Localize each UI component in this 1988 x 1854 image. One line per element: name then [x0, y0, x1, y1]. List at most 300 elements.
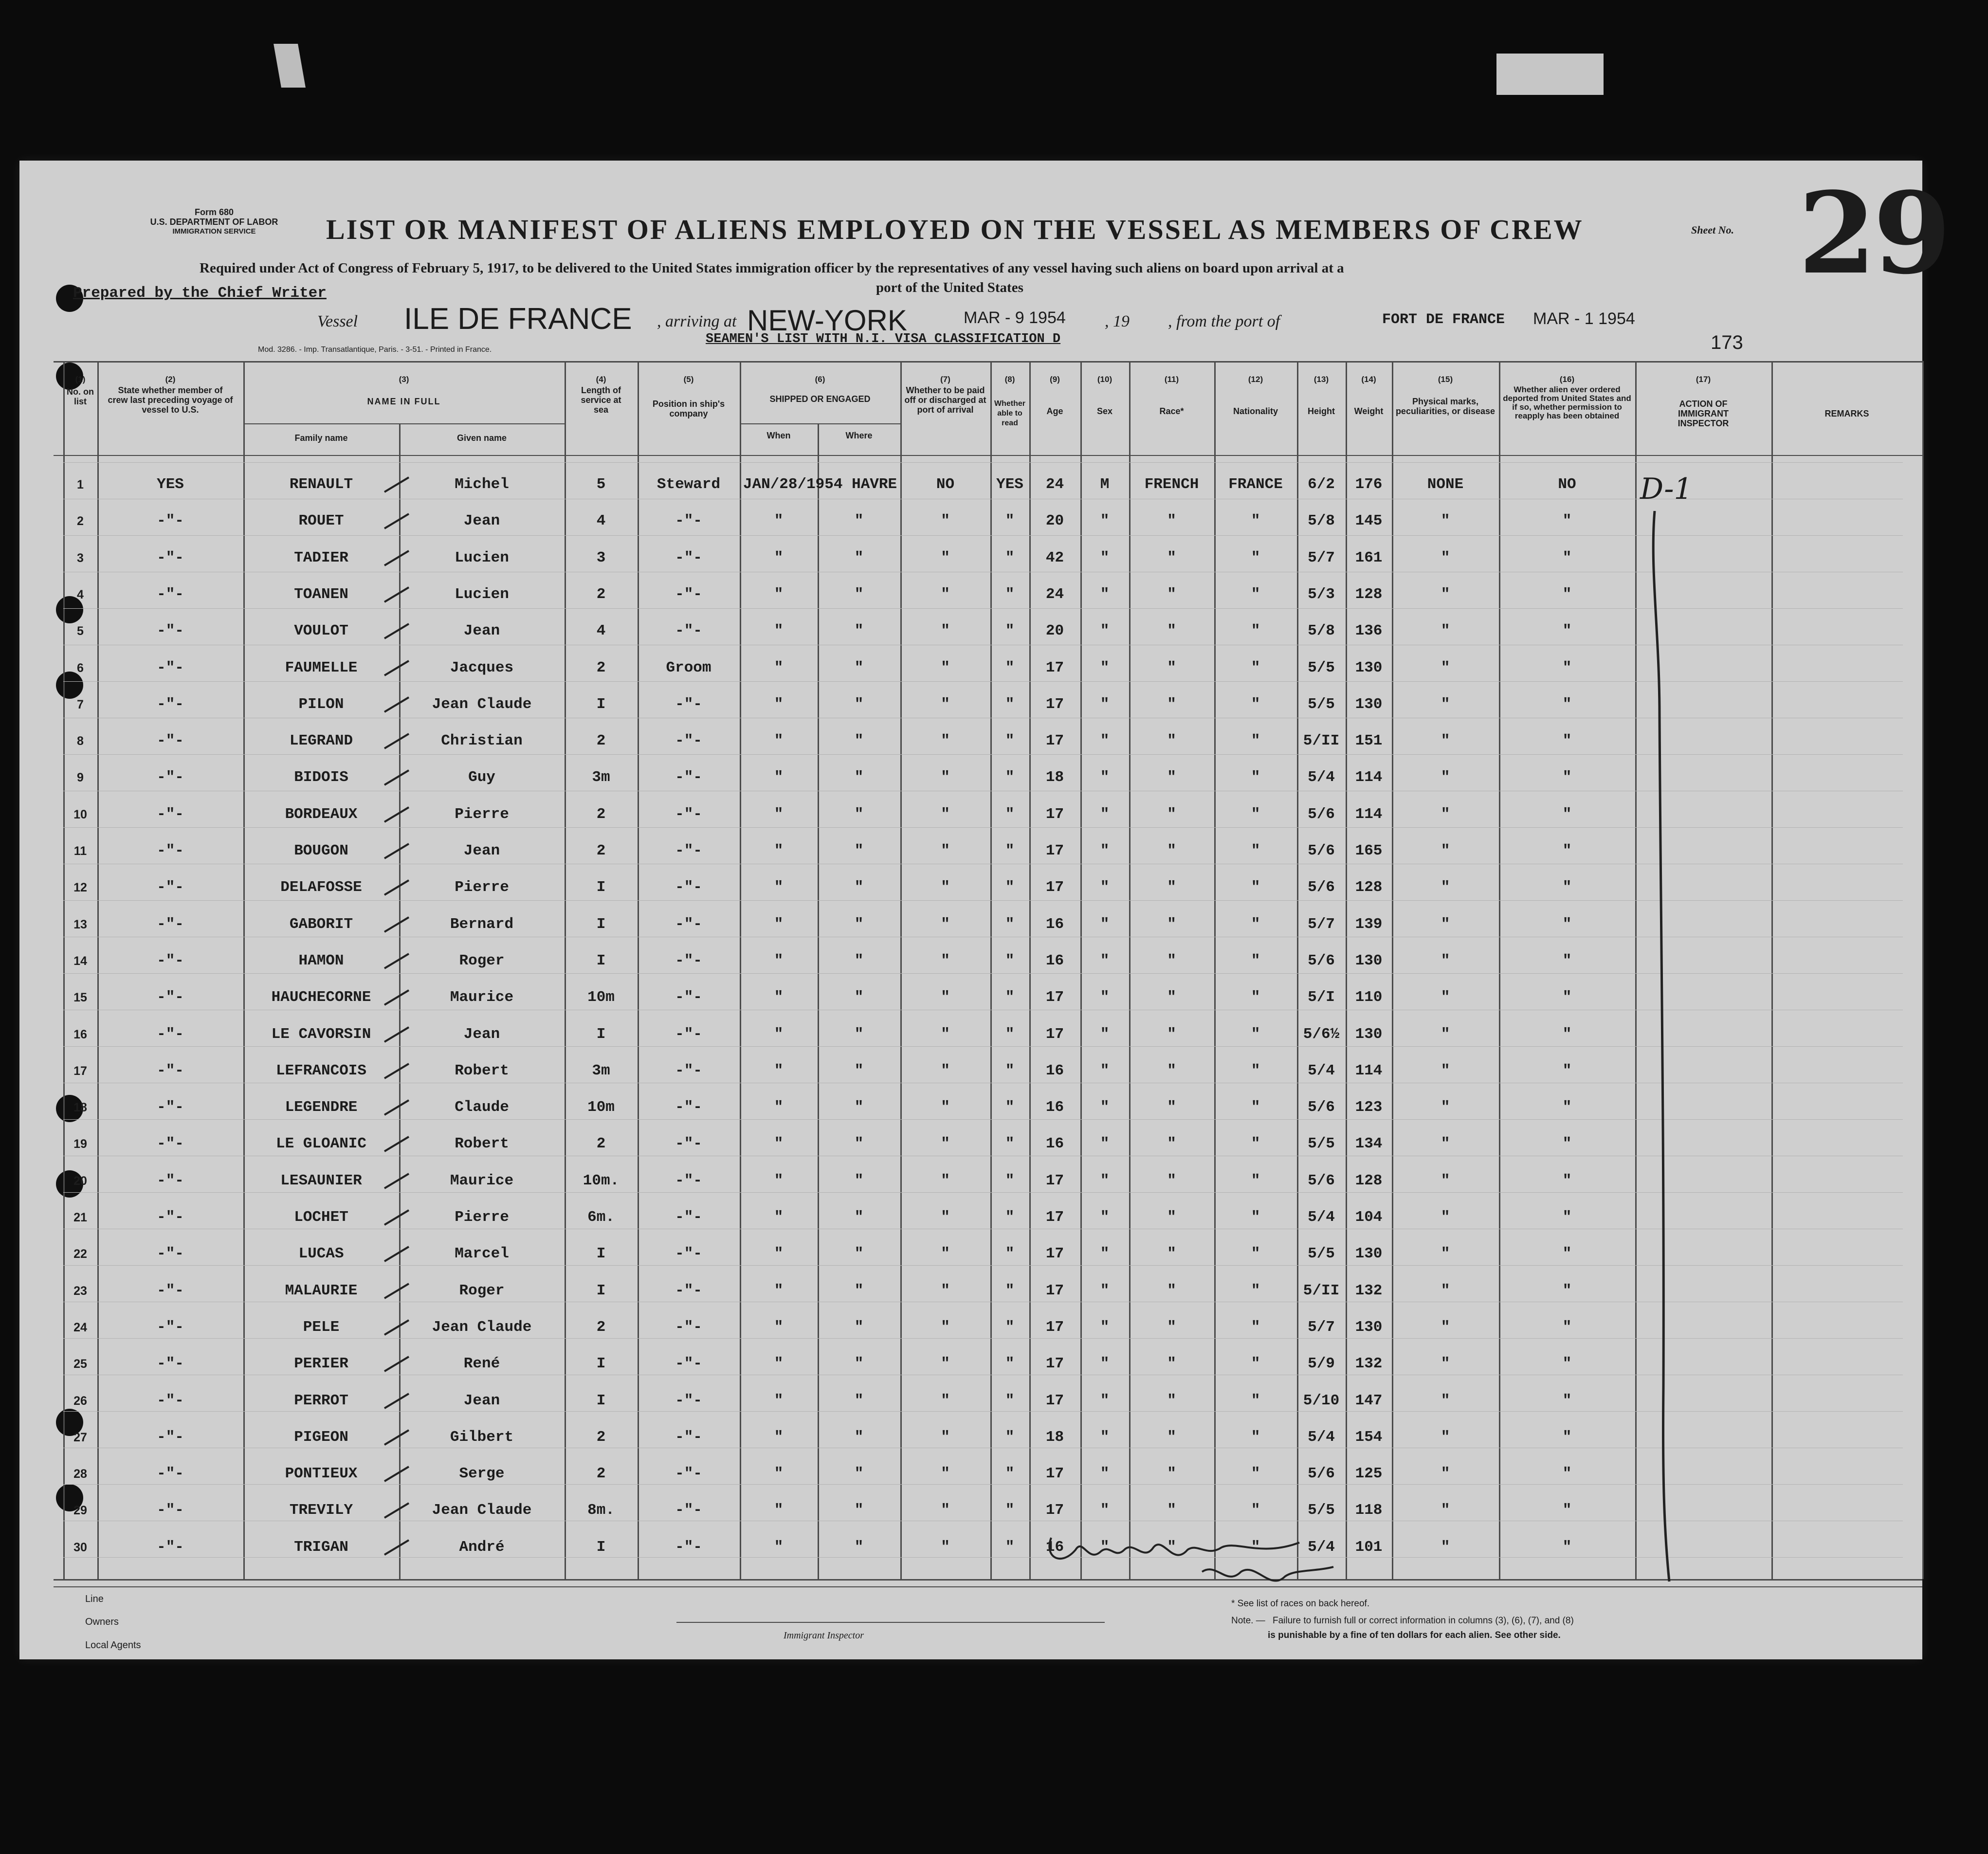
cell-marks: " — [1441, 1392, 1450, 1409]
cell-service: 4 — [596, 512, 606, 530]
row-rule — [63, 1046, 1903, 1047]
cell-given: Guy — [468, 769, 495, 786]
cell-sex: " — [1100, 1538, 1110, 1556]
cell-paid: " — [941, 695, 950, 713]
cell-nat: " — [1251, 549, 1260, 566]
cell-nat: " — [1251, 1465, 1260, 1483]
cell-sex: " — [1100, 1318, 1110, 1336]
row-rule — [63, 535, 1903, 536]
col12-num: (12) — [1248, 375, 1263, 384]
cell-age: 17 — [1045, 1502, 1064, 1519]
cell-weight: 130 — [1355, 952, 1383, 969]
cell-when: " — [774, 842, 784, 859]
table-top-rule — [54, 361, 1922, 363]
cell-n: 19 — [73, 1137, 87, 1151]
cell-marks: " — [1441, 769, 1450, 786]
cell-marks: " — [1441, 732, 1450, 750]
list-number: 173 — [1711, 332, 1743, 353]
cell-prev: -"- — [157, 549, 184, 566]
col8-label: Whether able to read — [994, 400, 1025, 427]
cell-service: 4 — [596, 622, 606, 640]
cell-n: 21 — [73, 1211, 87, 1224]
cell-paid: " — [941, 1135, 950, 1153]
cell-family: LE GLOANIC — [275, 1135, 367, 1153]
footer-line-label: Line — [85, 1594, 104, 1604]
cell-nat: " — [1251, 1538, 1260, 1556]
cell-paid: " — [941, 1062, 950, 1079]
cell-where: " — [854, 695, 864, 713]
cell-marks: " — [1441, 1025, 1450, 1043]
cell-race: " — [1167, 1465, 1176, 1483]
cell-deported: " — [1562, 915, 1572, 933]
cell-family: PERIER — [294, 1355, 348, 1373]
cell-height: 5/6 — [1308, 879, 1335, 896]
cell-paid: " — [941, 1025, 950, 1043]
cell-read: " — [1005, 1318, 1015, 1336]
cell-n: 27 — [73, 1430, 87, 1444]
cell-height: 5/5 — [1308, 1502, 1335, 1519]
cell-position: -"- — [675, 1465, 702, 1483]
cell-deported: " — [1562, 1355, 1572, 1373]
cell-deported: " — [1562, 769, 1572, 786]
col14-label: Weight — [1354, 406, 1384, 416]
cell-weight: 136 — [1355, 622, 1383, 640]
cell-prev: -"- — [157, 512, 184, 530]
cell-sex: " — [1100, 659, 1110, 676]
cell-read: " — [1005, 1392, 1015, 1409]
col2-label: State whether member of crew last preceding voyage of vessel to U.S. — [108, 385, 233, 415]
row-rule — [63, 900, 1903, 901]
cell-age: 17 — [1045, 1209, 1064, 1226]
cell-age: 18 — [1045, 769, 1064, 786]
row-rule — [63, 754, 1903, 755]
cell-n: 8 — [77, 734, 84, 748]
cell-prev: -"- — [157, 1025, 184, 1043]
cell-nat: " — [1251, 915, 1260, 933]
cell-marks: " — [1441, 512, 1450, 530]
cell-where: " — [854, 1025, 864, 1043]
cell-prev: -"- — [157, 805, 184, 823]
cell-when: " — [774, 1282, 784, 1299]
cell-service: I — [596, 1282, 606, 1299]
cell-nat: " — [1251, 732, 1260, 750]
row-rule — [63, 1119, 1903, 1120]
cell-nat: " — [1251, 769, 1260, 786]
cell-paid: " — [941, 989, 950, 1006]
cell-sex: " — [1100, 1465, 1110, 1483]
check-mark-icon — [382, 988, 411, 1007]
check-mark-icon — [382, 841, 411, 861]
cell-sex: " — [1100, 549, 1110, 566]
check-mark-icon — [382, 1318, 411, 1337]
cell-service: 3m — [592, 769, 610, 786]
cell-age: 17 — [1045, 1172, 1064, 1189]
cell-when: " — [774, 915, 784, 933]
check-mark-icon — [382, 915, 411, 934]
manifest-sheet — [19, 161, 1949, 1659]
cell-race: " — [1167, 695, 1176, 713]
cell-height: 5/6 — [1308, 952, 1335, 969]
cell-position: -"- — [675, 585, 702, 603]
cell-service: 8m. — [587, 1502, 615, 1519]
cell-n: 12 — [73, 881, 87, 895]
cell-when: " — [774, 732, 784, 750]
cell-weight: 139 — [1355, 915, 1383, 933]
inspector-bracket-line — [1645, 511, 1674, 1591]
cell-where: " — [854, 1062, 864, 1079]
check-mark-icon — [382, 805, 411, 824]
cell-sex: " — [1100, 622, 1110, 640]
cell-service: I — [596, 879, 606, 896]
cell-read: " — [1005, 1428, 1015, 1446]
cell-sex: " — [1100, 769, 1110, 786]
cell-nat: " — [1251, 952, 1260, 969]
col6-label: SHIPPED OR ENGAGED — [769, 394, 871, 404]
row-rule — [63, 608, 1903, 609]
cell-age: 17 — [1045, 805, 1064, 823]
check-mark-icon — [382, 621, 411, 641]
cell-deported: " — [1562, 1428, 1572, 1446]
cell-height: 5/6 — [1308, 805, 1335, 823]
cell-paid: " — [941, 1172, 950, 1189]
row-rule — [63, 973, 1903, 974]
cell-when: " — [774, 1538, 784, 1556]
cell-when: " — [774, 769, 784, 786]
cell-family: LEGENDRE — [285, 1099, 358, 1116]
cell-family: BOUGON — [294, 842, 348, 859]
footer-note-label: Note. — — [1231, 1616, 1265, 1626]
cell-read: " — [1005, 1355, 1015, 1373]
cell-marks: " — [1441, 1062, 1450, 1079]
cell-paid: " — [941, 549, 950, 566]
cell-deported: " — [1562, 1172, 1572, 1189]
cell-height: 5/7 — [1308, 915, 1335, 933]
cell-height: 5/5 — [1308, 1135, 1335, 1153]
cell-race: " — [1167, 1318, 1176, 1336]
cell-weight: 125 — [1355, 1465, 1383, 1483]
footer-races-note: * See list of races on back hereof. — [1231, 1599, 1370, 1609]
cell-deported: " — [1562, 1538, 1572, 1556]
cell-service: 2 — [596, 1428, 606, 1446]
cell-race: " — [1167, 1025, 1176, 1043]
cell-read: " — [1005, 1209, 1015, 1226]
cell-family: RENAULT — [289, 476, 353, 493]
cell-marks: " — [1441, 915, 1450, 933]
cell-sex: " — [1100, 1025, 1110, 1043]
cell-deported: " — [1562, 1282, 1572, 1299]
cell-race: " — [1167, 842, 1176, 859]
col1-num: (1) — [75, 375, 86, 384]
cell-sex: " — [1100, 805, 1110, 823]
cell-age: 20 — [1045, 512, 1064, 530]
row-rule — [63, 827, 1903, 828]
cell-age: 17 — [1045, 1025, 1064, 1043]
cell-paid: " — [941, 1318, 950, 1336]
cell-prev: -"- — [157, 842, 184, 859]
cell-weight: 128 — [1355, 585, 1383, 603]
cell-age: 17 — [1045, 1245, 1064, 1263]
cell-height: 5/6 — [1308, 842, 1335, 859]
cell-sex: " — [1100, 1172, 1110, 1189]
cell-age: 17 — [1045, 1318, 1064, 1336]
cell-service: 5 — [596, 476, 606, 493]
cell-height: 5/6 — [1308, 1172, 1335, 1189]
cell-weight: 128 — [1355, 879, 1383, 896]
cell-height: 5/6 — [1308, 1465, 1335, 1483]
cell-where: " — [854, 1318, 864, 1336]
cell-age: 16 — [1045, 1099, 1064, 1116]
cell-where: " — [854, 1465, 864, 1483]
cell-where: " — [854, 512, 864, 530]
row-rule — [63, 1192, 1903, 1193]
cell-when: " — [774, 585, 784, 603]
cell-race: " — [1167, 1538, 1176, 1556]
cell-n: 3 — [77, 551, 84, 565]
cell-given: Pierre — [455, 805, 509, 823]
cell-height: 5/8 — [1308, 622, 1335, 640]
cell-when: " — [774, 659, 784, 676]
cell-given: Jean Claude — [432, 695, 532, 713]
cell-read: " — [1005, 1245, 1015, 1263]
cell-age: 42 — [1045, 549, 1064, 566]
row-rule — [63, 1265, 1903, 1266]
row-rule — [63, 1557, 1903, 1558]
cell-position: -"- — [675, 1318, 702, 1336]
cell-n: 5 — [77, 624, 84, 638]
check-mark-icon — [382, 1134, 411, 1154]
cell-sex: " — [1100, 1245, 1110, 1263]
sheet-label: Sheet No. — [1691, 224, 1734, 236]
check-mark-icon — [382, 1538, 411, 1557]
cell-n: 6 — [77, 661, 84, 675]
cell-deported: " — [1562, 585, 1572, 603]
cell-nat: " — [1251, 1209, 1260, 1226]
footer-note-text-1: Failure to furnish full or correct information in columns (3), (6), (7), and (8) — [1273, 1616, 1574, 1626]
cell-race: " — [1167, 1392, 1176, 1409]
cell-position: -"- — [675, 805, 702, 823]
cell-family: LOCHET — [294, 1209, 348, 1226]
cell-nat: " — [1251, 805, 1260, 823]
department: U.S. DEPARTMENT OF LABOR — [150, 217, 278, 227]
cell-read: " — [1005, 585, 1015, 603]
cell-read: YES — [996, 476, 1023, 493]
cell-nat: " — [1251, 1172, 1260, 1189]
cell-age: 16 — [1045, 952, 1064, 969]
cell-weight: 132 — [1355, 1355, 1383, 1373]
cell-marks: " — [1441, 1209, 1450, 1226]
printer-line: Mod. 3286. - Imp. Transatlantique, Paris. - 3-51. - Printed in France. — [258, 345, 492, 354]
col7-label: Whether to be paid off or discharged at port of arrival — [904, 385, 986, 415]
check-mark-icon — [382, 658, 411, 678]
cell-weight: 165 — [1355, 842, 1383, 859]
check-mark-icon — [382, 548, 411, 568]
col11-num: (11) — [1164, 375, 1179, 384]
header-bottom-rule — [54, 455, 1922, 456]
arrival-date: MAR - 9 1954 — [964, 309, 1066, 327]
cell-paid: " — [941, 879, 950, 896]
cell-prev: -"- — [157, 1282, 184, 1299]
cell-weight: 128 — [1355, 1172, 1383, 1189]
check-mark-icon — [382, 695, 411, 714]
cell-race: " — [1167, 1135, 1176, 1153]
cell-nat: " — [1251, 1282, 1260, 1299]
cell-where: " — [854, 989, 864, 1006]
cell-read: " — [1005, 879, 1015, 896]
cell-read: " — [1005, 512, 1015, 530]
cell-position: -"- — [675, 512, 702, 530]
footer-note-text-2: is punishable by a fine of ten dollars for each alien. See other side. — [1268, 1630, 1561, 1640]
cell-family: LEFRANCOIS — [275, 1062, 367, 1079]
cell-marks: " — [1441, 1538, 1450, 1556]
cell-race: " — [1167, 1209, 1176, 1226]
cell-given: Jean — [463, 512, 500, 530]
cell-race: FRENCH — [1144, 476, 1199, 493]
from-port: FORT DE FRANCE — [1382, 311, 1505, 328]
cell-race: " — [1167, 1099, 1176, 1116]
cell-n: 10 — [73, 807, 87, 821]
cell-nat: " — [1251, 1135, 1260, 1153]
cell-weight: 130 — [1355, 1245, 1383, 1263]
cell-read: " — [1005, 659, 1015, 676]
cell-race: " — [1167, 585, 1176, 603]
check-mark-icon — [382, 475, 411, 494]
col13-num: (13) — [1313, 375, 1329, 384]
cell-sex: " — [1100, 1209, 1110, 1226]
cell-service: 3m — [592, 1062, 610, 1079]
cell-paid: " — [941, 1502, 950, 1519]
cell-marks: " — [1441, 1099, 1450, 1116]
punch-hole — [56, 672, 83, 699]
list-note: SEAMEN'S LIST WITH N.I. VISA CLASSIFICATION D — [706, 332, 1061, 346]
cell-where: " — [854, 1538, 864, 1556]
cell-family: PIGEON — [294, 1428, 348, 1446]
required-line-2: port of the United States — [876, 280, 1023, 295]
cell-when: " — [774, 1062, 784, 1079]
cell-position: -"- — [675, 1538, 702, 1556]
cell-nat: " — [1251, 512, 1260, 530]
cell-when: " — [774, 1099, 784, 1116]
col13-label: Height — [1308, 406, 1335, 416]
cell-when: " — [774, 1135, 784, 1153]
cell-service: I — [596, 915, 606, 933]
cell-where: " — [854, 1135, 864, 1153]
col14-num: (14) — [1361, 375, 1376, 384]
cell-paid: " — [941, 512, 950, 530]
cell-weight: 147 — [1355, 1392, 1383, 1409]
check-mark-icon — [382, 1171, 411, 1191]
cell-age: 16 — [1045, 1135, 1064, 1153]
required-line-1: Required under Act of Congress of February 5, 1917, to be delivered to the United States immigration officer by the representatives of any vessel having such aliens on board upon arrival at a — [200, 260, 1344, 276]
col3-sub-rule — [243, 423, 565, 424]
cell-prev: -"- — [157, 1209, 184, 1226]
cell-marks: " — [1441, 585, 1450, 603]
arriving-label: , arriving at — [657, 312, 737, 330]
cell-height: 5/5 — [1308, 1245, 1335, 1263]
cell-paid: " — [941, 769, 950, 786]
cell-service: 2 — [596, 805, 606, 823]
inspector-sign-rule — [676, 1622, 1105, 1623]
cell-service: I — [596, 1245, 606, 1263]
cell-paid: " — [941, 1355, 950, 1373]
cell-age: 17 — [1045, 989, 1064, 1006]
cell-marks: " — [1441, 879, 1450, 896]
cell-family: LE CAVORSIN — [271, 1025, 371, 1043]
cell-age: 24 — [1045, 585, 1064, 603]
cell-age: 18 — [1045, 1428, 1064, 1446]
cell-family: MALAURIE — [285, 1282, 358, 1299]
cell-position: -"- — [675, 1209, 702, 1226]
cell-service: 2 — [596, 842, 606, 859]
page-title: LIST OR MANIFEST OF ALIENS EMPLOYED ON THE VESSEL AS MEMBERS OF CREW — [326, 214, 1584, 245]
cell-position: -"- — [675, 769, 702, 786]
footer-rule — [54, 1586, 1922, 1587]
cell-given: Maurice — [450, 1172, 514, 1189]
cell-height: 5/4 — [1308, 1209, 1335, 1226]
check-mark-icon — [382, 731, 411, 751]
cell-service: 3 — [596, 549, 606, 566]
cell-paid: " — [941, 585, 950, 603]
check-mark-icon — [382, 1244, 411, 1264]
col6-where-label: Where — [845, 431, 873, 440]
cell-family: GABORIT — [289, 915, 353, 933]
col1-label: No. on list — [67, 387, 94, 406]
cell-marks: " — [1441, 1465, 1450, 1483]
cell-service: I — [596, 695, 606, 713]
cell-deported: " — [1562, 732, 1572, 750]
cell-given: Michel — [455, 476, 509, 493]
cell-age: 17 — [1045, 1355, 1064, 1373]
cell-paid: " — [941, 1538, 950, 1556]
cell-n: 1 — [77, 478, 84, 491]
cell-height: 5/7 — [1308, 549, 1335, 566]
cell-position: -"- — [675, 1392, 702, 1409]
cell-family: VOULOT — [294, 622, 348, 640]
cell-deported: NO — [1558, 476, 1576, 493]
cell-position: -"- — [675, 549, 702, 566]
cell-deported: " — [1562, 1209, 1572, 1226]
cell-position: Steward — [657, 476, 721, 493]
cell-given: Pierre — [455, 1209, 509, 1226]
cell-height: 5/4 — [1308, 1062, 1335, 1079]
cell-family: BIDOIS — [294, 769, 348, 786]
cell-n: 4 — [77, 587, 84, 601]
cell-prev: -"- — [157, 695, 184, 713]
cell-height: 5/4 — [1308, 1538, 1335, 1556]
cell-n: 7 — [77, 697, 84, 711]
cell-weight: 114 — [1355, 769, 1383, 786]
cell-where: " — [854, 1355, 864, 1373]
cell-paid: " — [941, 1209, 950, 1226]
cell-read: " — [1005, 732, 1015, 750]
cell-age: 17 — [1045, 659, 1064, 676]
cell-service: 2 — [596, 585, 606, 603]
cell-where: " — [854, 659, 864, 676]
cell-deported: " — [1562, 549, 1572, 566]
cell-paid: " — [941, 915, 950, 933]
cell-when: " — [774, 989, 784, 1006]
cell-where: " — [854, 585, 864, 603]
column-rule — [1922, 361, 1924, 1579]
col10-label: Sex — [1096, 406, 1113, 416]
cell-sex: " — [1100, 732, 1110, 750]
check-mark-icon — [382, 1281, 411, 1301]
cell-when: " — [774, 805, 784, 823]
cell-weight: 132 — [1355, 1282, 1383, 1299]
cell-position: -"- — [675, 989, 702, 1006]
check-mark-icon — [382, 585, 411, 604]
cell-marks: " — [1441, 1355, 1450, 1373]
cell-deported: " — [1562, 1025, 1572, 1043]
